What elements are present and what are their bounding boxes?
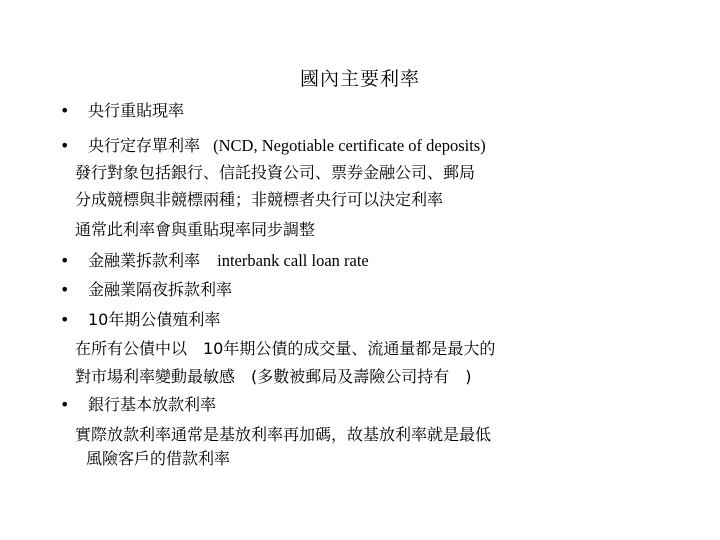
- bullet-icon: •: [60, 395, 70, 414]
- item-rediscount-rate: 央行重貼現率: [88, 101, 185, 120]
- ncd-note: 發行對象包括銀行、信託投資公司、票券金融公司、郵局: [75, 163, 476, 182]
- item-overnight-rate: 金融業隔夜拆款利率: [88, 280, 233, 299]
- item-ncd-rate: [88, 136, 486, 156]
- item-interbank-rate: [88, 251, 369, 271]
- item-ncd-label: 央行定存單利率: [88, 136, 201, 155]
- bullet-icon: •: [60, 280, 70, 299]
- item-bond-yield: 10年期公債殖利率: [88, 310, 221, 329]
- bullet-icon: •: [60, 251, 70, 270]
- bond-note: 對市場利率變動最敏感 (多數被郵局及壽險公司持有 ): [75, 367, 472, 386]
- ncd-note: 分成競標與非競標兩種；非競標者央行可以決定利率: [75, 190, 444, 209]
- item-prime-rate: 銀行基本放款利率: [88, 395, 217, 414]
- bullet-icon: •: [60, 136, 70, 155]
- bond-note: 在所有公債中以 10年期公債的成交量、流通量都是最大的: [75, 339, 496, 358]
- prime-note: 實際放款利率通常是基放利率再加碼，故基放利率就是最低: [75, 425, 492, 444]
- bullet-icon: •: [60, 101, 70, 120]
- ncd-note: 通常此利率會與重貼現率同步調整: [75, 220, 316, 239]
- prime-note: 風險客戶的借款利率: [86, 449, 231, 468]
- item-interbank-label: 金融業拆款利率: [88, 251, 201, 270]
- bullet-icon: •: [60, 310, 70, 329]
- page-title: 國內主要利率: [299, 68, 420, 90]
- item-interbank-english: interbank call loan rate: [217, 251, 369, 270]
- item-ncd-english: (NCD, Negotiable certificate of deposits): [213, 136, 486, 155]
